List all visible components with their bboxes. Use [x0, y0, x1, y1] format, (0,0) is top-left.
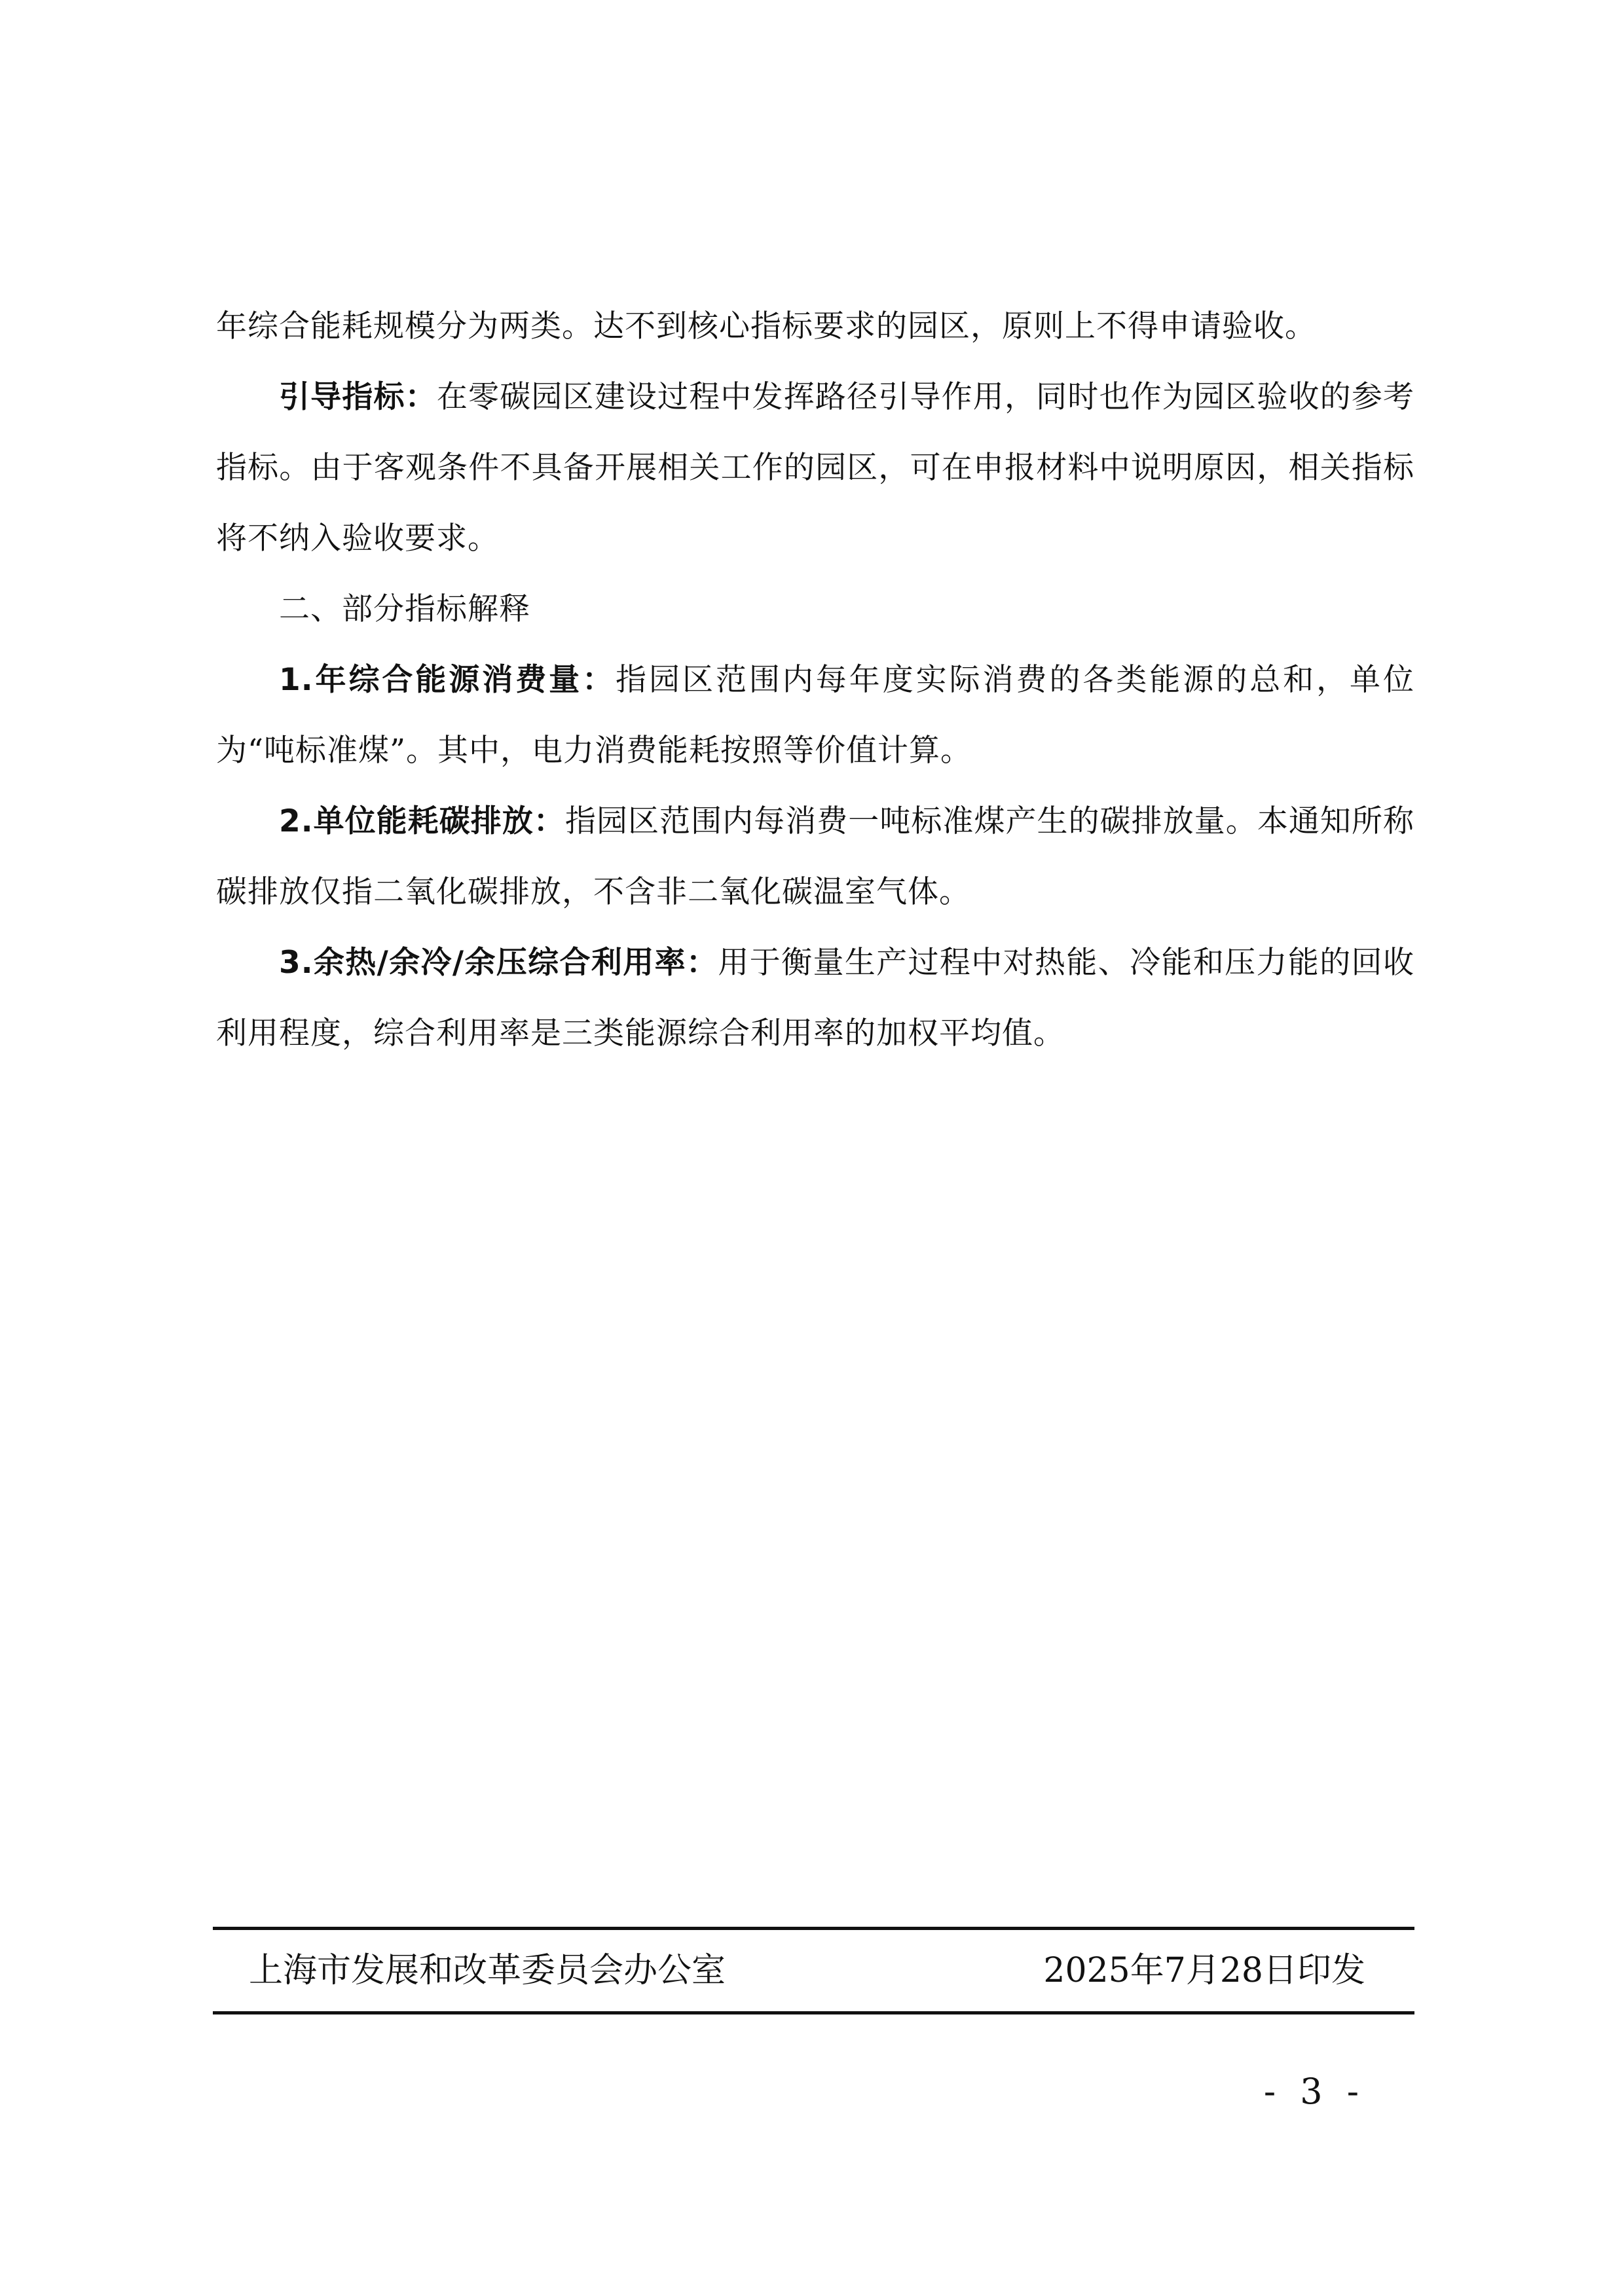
definition-text: 指园区范围内每年度实际消费的各类能源的总和，单位为“吨标准煤”。其中，电力消费能耗按照等价值计算。 — [216, 662, 1415, 769]
paragraph-guiding-indicator — [216, 362, 1414, 574]
term-carbon-per-energy: 2.单位能耗碳排放： — [279, 803, 565, 839]
footer-top-rule — [213, 1927, 1414, 1930]
page-number: - 3 - — [1263, 2071, 1365, 2112]
definition-text: 指园区范围内每消费一吨标准煤产生的碳排放量。本通知所称碳排放仅指二氧化碳排放，不含非二氧化碳温室气体。 — [216, 803, 1415, 910]
paragraph-core-indicator-end — [216, 291, 1414, 362]
paragraph-text: 在零碳园区建设过程中发挥路径引导作用，同时也作为园区验收的参考指标。由于客观条件不具备开展相关工作的园区，可在申报材料中说明原因，相关指标将不纳入验收要求。 — [216, 379, 1415, 556]
term-guiding-indicator: 引导指标： — [279, 379, 437, 415]
definition-carbon-per-energy — [216, 786, 1414, 928]
document-body — [216, 291, 1414, 1069]
section-heading — [216, 574, 1414, 645]
footer-bottom-rule — [213, 2011, 1414, 2014]
term-waste-energy-utilization: 3.余热/余冷/余压综合利用率： — [279, 945, 718, 981]
section-heading-text: 二、部分指标解释 — [279, 591, 530, 627]
issuing-office: 上海市发展和改革委员会办公室 — [249, 1951, 726, 1990]
issue-date: 2025年7月28日印发 — [1043, 1951, 1365, 1990]
definition-waste-energy-utilization — [216, 928, 1414, 1069]
term-annual-energy-consumption: 1.年综合能源消费量： — [279, 662, 616, 698]
definition-annual-energy-consumption — [216, 645, 1414, 786]
definition-text: 用于衡量生产过程中对热能、冷能和压力能的回收利用程度，综合利用率是三类能源综合利用率的加权平均值。 — [216, 945, 1415, 1051]
paragraph-text: 年综合能耗规模分为两类。达不到核心指标要求的园区，原则上不得申请验收。 — [216, 308, 1316, 344]
